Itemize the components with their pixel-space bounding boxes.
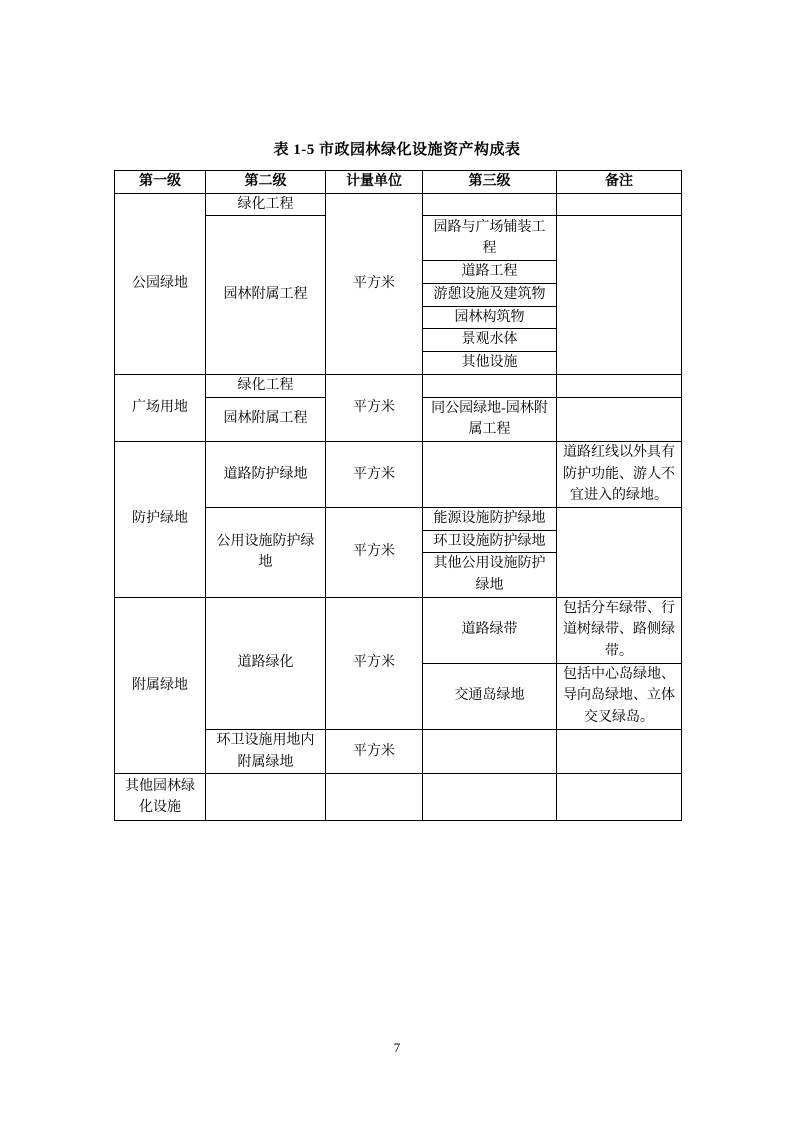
empty-cell [423, 374, 557, 397]
header-row [115, 171, 682, 194]
cell-road-protective-green: 道路防护绿地 [206, 441, 326, 507]
cell-unit-square-meter: 平方米 [326, 597, 423, 729]
column-header-level1: 第一级 [115, 171, 206, 194]
cell-road-green-belt: 道路绿带 [423, 597, 557, 663]
empty-cell [423, 774, 557, 821]
cell-unit-square-meter: 平方米 [326, 441, 423, 507]
table-row [115, 774, 682, 821]
empty-cell [423, 441, 557, 507]
cell-other-facilities: 其他设施 [423, 352, 557, 375]
empty-cell [206, 774, 326, 821]
cell-greening-works: 绿化工程 [206, 193, 326, 216]
cell-path-square-paving: 园路与广场铺装工程 [423, 216, 557, 261]
cell-unit-square-meter: 平方米 [326, 374, 423, 441]
cell-note-traffic-island: 包括中心岛绿地、导向岛绿地、立体交叉绿岛。 [557, 663, 682, 729]
empty-cell [557, 397, 682, 441]
empty-cell [423, 193, 557, 216]
empty-cell [557, 507, 682, 597]
page-number: 7 [393, 1040, 401, 1055]
asset-composition-table [114, 170, 682, 821]
column-header-level3: 第三级 [423, 171, 557, 194]
cell-protective-green-space: 防护绿地 [115, 441, 206, 597]
empty-cell [557, 729, 682, 773]
cell-traffic-island-green: 交通岛绿地 [423, 663, 557, 729]
cell-garden-structures: 园林构筑物 [423, 306, 557, 329]
cell-note-road-protective: 道路红线以外具有防护功能、游人不宜进入的绿地。 [557, 441, 682, 507]
cell-park-green-space: 公园绿地 [115, 193, 206, 374]
cell-unit-square-meter: 平方米 [326, 729, 423, 773]
cell-unit-square-meter: 平方米 [326, 193, 423, 374]
cell-square-land: 广场用地 [115, 374, 206, 441]
empty-cell [557, 193, 682, 216]
empty-cell [423, 729, 557, 773]
empty-cell [326, 774, 423, 821]
cell-road-greening: 道路绿化 [206, 597, 326, 729]
column-header-level2: 第二级 [206, 171, 326, 194]
cell-unit-square-meter: 平方米 [326, 507, 423, 597]
empty-cell [557, 374, 682, 397]
table-row [115, 193, 682, 216]
table-row [115, 374, 682, 397]
cell-recreation-facilities: 游憩设施及建筑物 [423, 284, 557, 307]
cell-sanitation-land-attached-green: 环卫设施用地内附属绿地 [206, 729, 326, 773]
column-header-note: 备注 [557, 171, 682, 194]
cell-energy-protective-green: 能源设施防护绿地 [423, 507, 557, 530]
cell-garden-ancillary-works: 园林附属工程 [206, 216, 326, 374]
table-title: 表 1-5 市政园林绿化设施资产构成表 [273, 142, 521, 158]
empty-cell [557, 216, 682, 374]
cell-garden-ancillary-works: 园林附属工程 [206, 397, 326, 441]
empty-cell [557, 774, 682, 821]
cell-road-works: 道路工程 [423, 261, 557, 284]
table-row [115, 597, 682, 663]
cell-attached-green-space: 附属绿地 [115, 597, 206, 774]
cell-other-utility-protective-green: 其他公用设施防护绿地 [423, 553, 557, 597]
cell-landscape-water: 景观水体 [423, 329, 557, 352]
cell-same-as-park-green: 同公园绿地-园林附属工程 [423, 397, 557, 441]
cell-note-road-green-belt: 包括分车绿带、行道树绿带、路侧绿带。 [557, 597, 682, 663]
table-row [115, 441, 682, 507]
cell-greening-works: 绿化工程 [206, 374, 326, 397]
cell-sanitation-protective-green: 环卫设施防护绿地 [423, 530, 557, 553]
column-header-unit: 计量单位 [326, 171, 423, 194]
cell-utility-protective-green: 公用设施防护绿地 [206, 507, 326, 597]
cell-other-landscaping-facilities: 其他园林绿化设施 [115, 774, 206, 821]
